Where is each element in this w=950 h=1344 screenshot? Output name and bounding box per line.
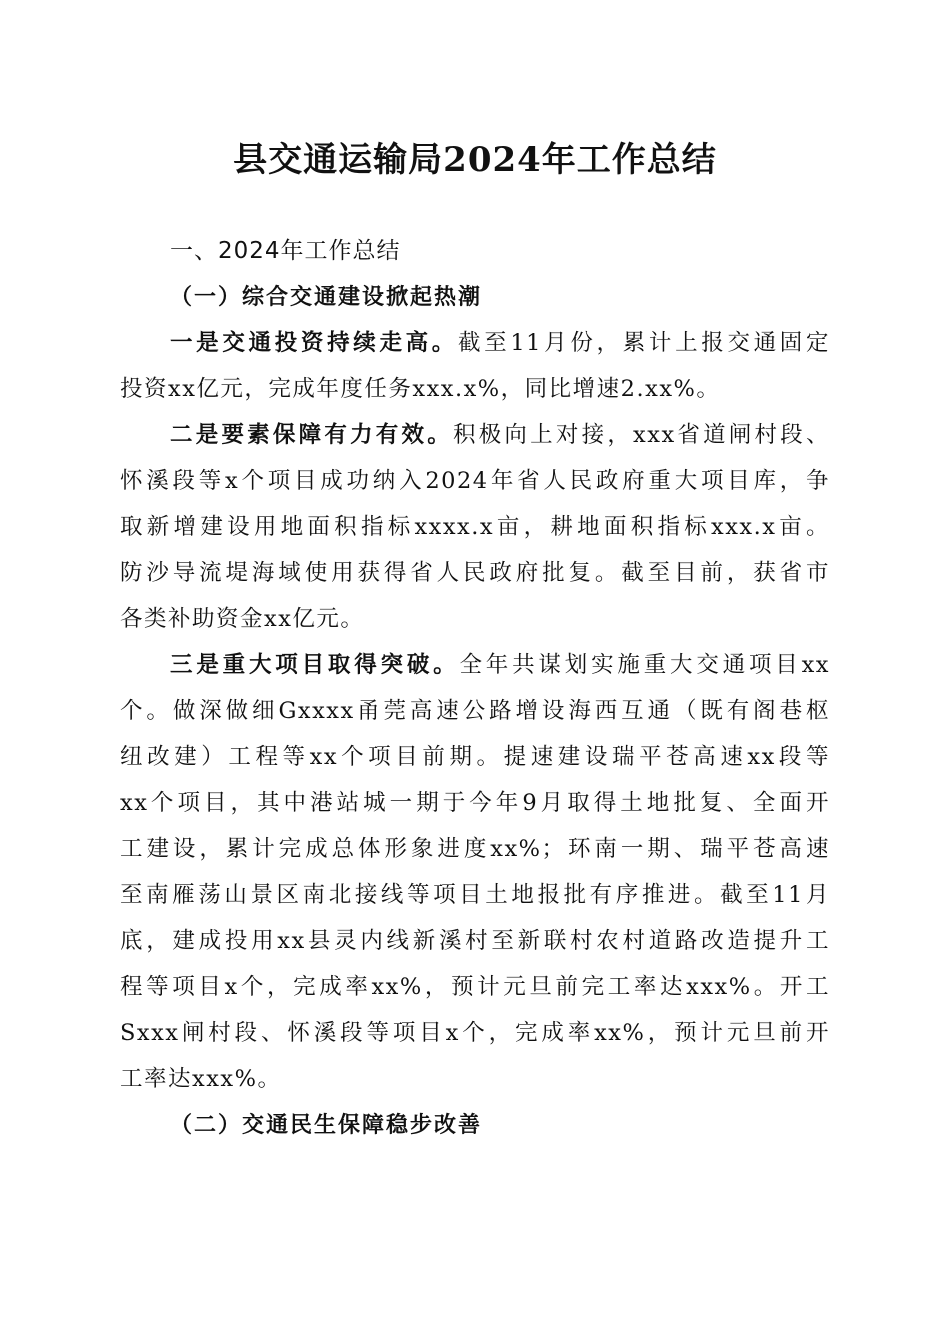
paragraph-line: 纽改建）工程等xx个项目前期。提速建设瑞平苍高速xx段等	[120, 744, 830, 770]
paragraph-line: 工建设，累计完成总体形象进度xx%；环南一期、瑞平苍高速	[120, 836, 830, 862]
paragraph-line: 防沙导流堤海域使用获得省人民政府批复。截至目前，获省市	[120, 560, 830, 586]
document-title: 县交通运输局2024年工作总结	[233, 140, 717, 180]
paragraph-lead: 三是重大项目取得突破。	[170, 652, 460, 678]
paragraph-line: 个。做深做细Gxxxx甬莞高速公路增设海西互通（既有阁巷枢	[120, 698, 830, 724]
paragraph-line: 工率达xxx%。	[120, 1066, 282, 1092]
subsection-heading: （二）交通民生保障稳步改善	[170, 1112, 483, 1138]
paragraph-text: 截至11月份，累计上报交通固定	[458, 330, 830, 356]
section-heading: 一、2024年工作总结	[170, 238, 401, 264]
paragraph-line	[120, 320, 830, 366]
paragraph-line: 程等项目x个，完成率xx%，预计元旦前完工率达xxx%。开工	[120, 974, 830, 1000]
paragraph-line: 怀溪段等x个项目成功纳入2024年省人民政府重大项目库，争	[120, 468, 830, 494]
paragraph-line	[120, 412, 830, 458]
document-body	[120, 228, 830, 1148]
paragraph-line: 投资xx亿元，完成年度任务xxx.x%，同比增速2.xx%。	[120, 376, 721, 402]
paragraph-line: 底，建成投用xx县灵内线新溪村至新联村农村道路改造提升工	[120, 928, 830, 954]
paragraph-text: 全年共谋划实施重大交通项目xx	[459, 652, 830, 678]
paragraph-line: Sxxx闸村段、怀溪段等项目x个，完成率xx%，预计元旦前开	[120, 1020, 830, 1046]
subsection-heading: （一）综合交通建设掀起热潮	[170, 284, 483, 310]
paragraph-text: 积极向上对接，xxx省道闸村段、	[452, 422, 830, 448]
paragraph-line: xx个项目，其中港站城一期于今年9月取得土地批复、全面开	[120, 790, 830, 816]
paragraph-lead: 一是交通投资持续走高。	[170, 330, 458, 356]
paragraph-line: 至南雁荡山景区南北接线等项目土地报批有序推进。截至11月	[120, 882, 830, 908]
paragraph-line	[120, 642, 830, 688]
paragraph-line: 各类补助资金xx亿元。	[120, 606, 365, 632]
paragraph-lead: 二是要素保障有力有效。	[170, 422, 453, 448]
paragraph-line: 取新增建设用地面积指标xxxx.x亩，耕地面积指标xxx.x亩。	[120, 514, 830, 540]
